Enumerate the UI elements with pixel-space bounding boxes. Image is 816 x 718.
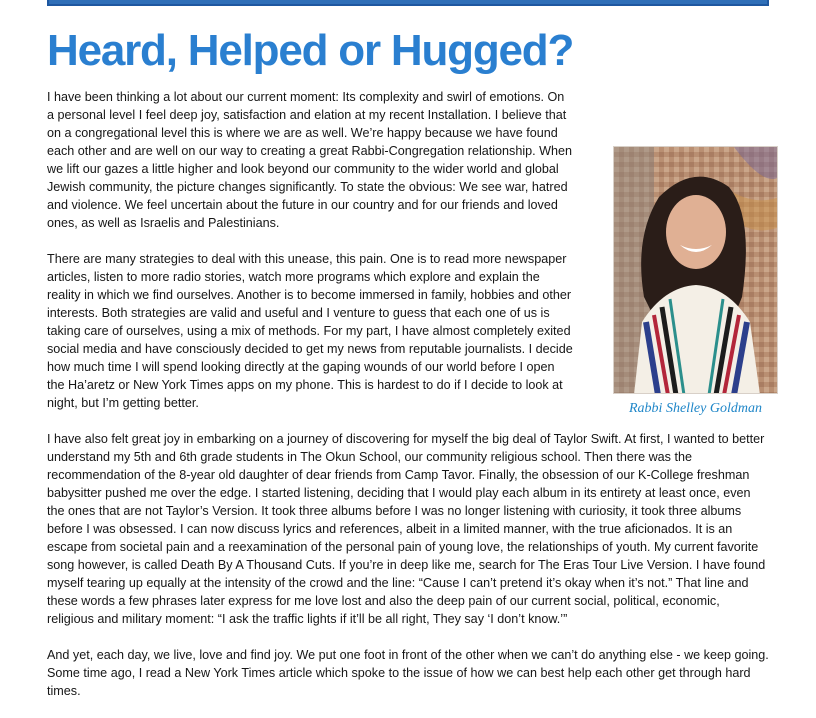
paragraph-2: There are many strategies to deal with this unease, this pain. One is to read more newspaper articles, listen to more radio stories, watch more programs which explore and explain the reality in which we find ourselves. Another is to become immersed in family, hobbies and other interests. Both strategies are valid and useful and I venture to guess that each one of us is taking care of ourselves, using a mix of methods. For my part, I have almost completely exited social media and have consciously decided to get my news from reputable journalists. I decide how much time I will spend looking directly at the gaping wounds of our world before I open the Ha’aretz or New York Times apps on my phone. This is hardest to do if I decide to look at night, but I’m getting better. [47,252,573,410]
paragraph-3: I have also felt great joy in embarking on a journey of discovering for myself the big deal of Taylor Swift. At first, I wanted to better understand my 5th and 6th grade students in The Okun School, our community religious school. Then there was the recommendation of the 8-year old daughter of dear friends from Camp Tavor. Finally, the obsession of our K-College freshman babysitter pushed me over the edge. I started listening, deciding that I would play each album in its entirety at least once, even the ones that are not Taylor’s Version. It took three albums before I was no longer listening with curiosity, it took three albums before I was obsessed. I can now discuss lyrics and references, albeit in a limited manner, with the true aficionados. It is an escape from societal pain and a reexamination of the personal pain of young love, the relationships of youth. My current favorite song however, is called Death By A Thousand Cuts. If you’re in deep like me, search for The Eras Tour Live Version. I have found myself tearing up equally at the intensity of the crowd and the line: “Cause I can’t pretend it’s okay when it’s not.” That line and these words a few phrases later express for me love lost and also the deep pain of our current social, political, economic, religious and military moment: “I ask the traffic lights if it’ll be all right, They say ‘I don’t know.’” [47,432,766,626]
portrait-photo [613,146,778,394]
paragraph-4: And yet, each day, we live, love and find joy. We put one foot in front of the other when we can’t do anything else - we keep going. Some time ago, I read a New York Times article which spoke to the issue of how we can best help each other get through hard times. [47,648,769,698]
top-banner [47,0,769,6]
photo-caption: Rabbi Shelley Goldman [629,401,762,416]
article-title: Heard, Helped or Hugged? [47,26,574,75]
paragraph-1: I have been thinking a lot about our current moment: Its complexity and swirl of emotions. On a personal level I feel deep joy, satisfaction and elation at my recent Installation. I believe that on a congregational level this is where we are as well. We’re happy because we have found each other and are well on our way to creating a great Rabbi-Congregation relationship. When we lift our gazes a little higher and look beyond our community to the wider world and global Jewish community, the picture changes significantly. To state the obvious: We see war, hatred and violence. We feel uncertain about the future in our country and for our friends and loved ones, as well as Israelis and Palestinians. [47,90,573,230]
portrait-photo-icon [614,147,778,394]
